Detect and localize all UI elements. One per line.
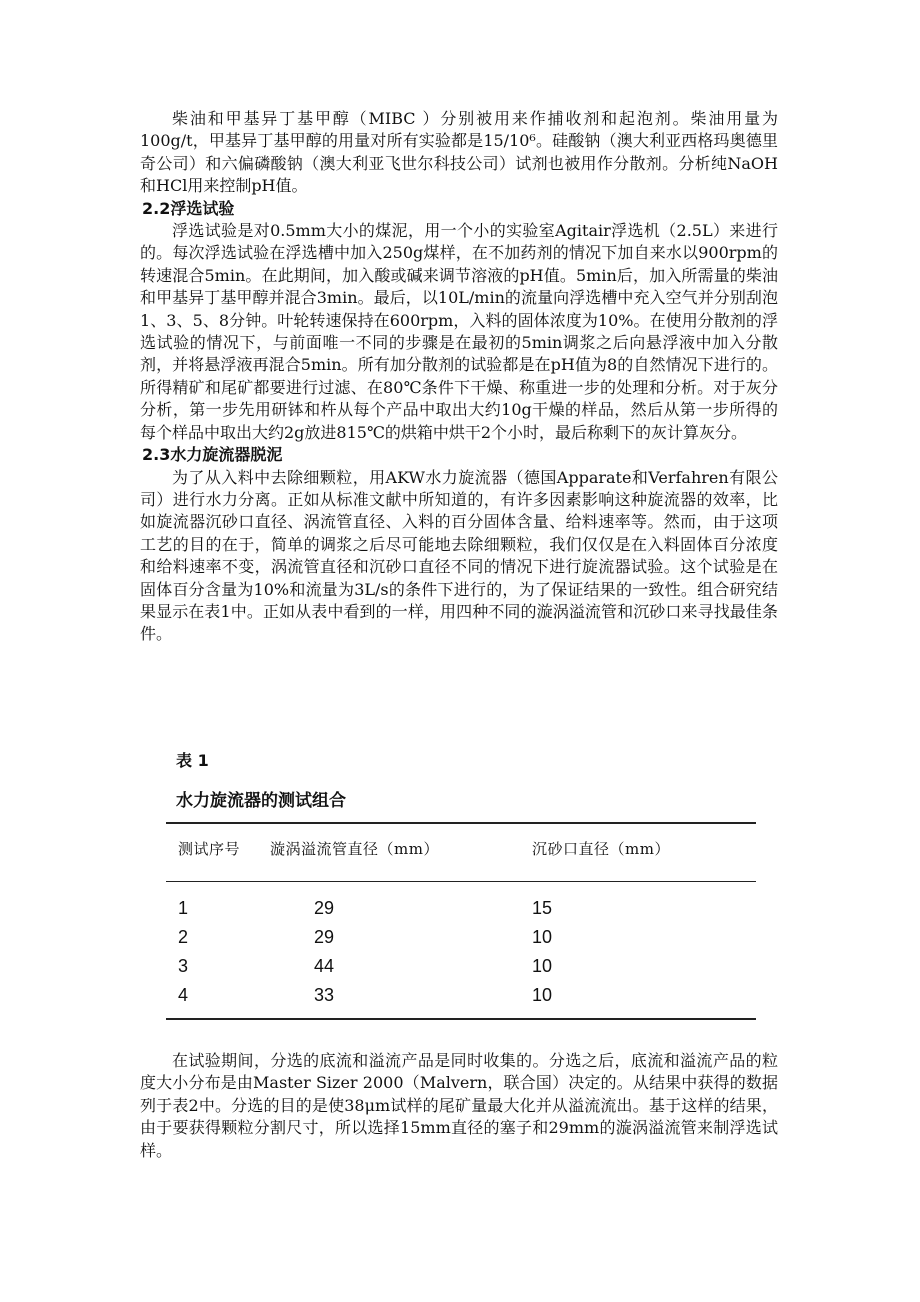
- table-row: [166, 923, 756, 952]
- paragraph-reagents: 柴油和甲基异丁基甲醇（MIBC ）分别被用来作捕收剂和起泡剂。柴油用量为100g/t，甲基异丁基甲醇的用量对所有实验都是15/10⁶。硅酸钠（澳大利亚西格玛奥德里奇公司）和六偏磷酸钠（澳大利亚飞世尔科技公司）试剂也被用作分散剂。分析纯NaOH和HCl用来控制pH值。: [140, 109, 778, 196]
- table-row: [166, 882, 756, 924]
- cell-spigot-diameter: 10: [532, 956, 553, 976]
- cell-spigot-diameter: 10: [532, 985, 553, 1005]
- cell-test-no: 3: [178, 956, 189, 976]
- cell-vortex-diameter: 33: [314, 985, 335, 1005]
- paragraph-flotation-test: 浮选试验是对0.5mm大小的煤泥，用一个小的实验室Agitair浮选机（2.5L）来进行的。每次浮选试验在浮选槽中加入250g煤样，在不加药剂的情况下加自来水以900rpm的转速混合5min。在此期间，加入酸或碱来调节溶液的pH值。5min后，加入所需量的柴油和甲基异丁基甲醇并混合3min。最后，以10L/min的流量向浮选槽中充入空气并分别刮泡1、3、5、8分钟。叶轮转速保持在600rpm，入料的固体浓度为10%。在使用分散剂的浮选试验的情况下，与前面唯一不同的步骤是在最初的5min调浆之后向悬浮液中加入分散剂，并将悬浮液再混合5min。所有加分散剂的试验都是在pH值为8的自然情况下进行的。所得精矿和尾矿都要进行过滤、在80℃条件下干燥、称重进一步的处理和分析。对于灰分分析，第一步先用研钵和杵从每个产品中取出大约10g干燥的样品，然后从第一步所得的每个样品中取出大约2g放进815℃的烘箱中烘干2个小时，最后称剩下的灰计算灰分。: [140, 221, 778, 442]
- cell-vortex-diameter: 44: [314, 956, 335, 976]
- cell-test-no: 1: [178, 898, 189, 918]
- section-heading-flotation-test: 2.2浮选试验: [142, 198, 235, 218]
- cell-vortex-diameter: 29: [314, 927, 335, 947]
- cell-vortex-diameter: 29: [314, 898, 335, 918]
- hydrocyclone-test-table: [166, 822, 756, 1020]
- document-body: [140, 108, 778, 646]
- cell-spigot-diameter: 10: [532, 927, 553, 947]
- table-number: 表 1: [176, 751, 209, 770]
- cell-test-no: 2: [178, 927, 189, 947]
- header-test-no: 测试序号: [178, 840, 241, 858]
- cell-test-no: 4: [178, 985, 189, 1005]
- section-heading-hydrocyclone: 2.3水力旋流器脱泥: [142, 445, 283, 465]
- header-vortex-diameter: 漩涡溢流管直径（mm）: [270, 840, 439, 858]
- cell-spigot-diameter: 15: [532, 898, 553, 918]
- paragraph-hydrocyclone: 为了从入料中去除细颗粒，用AKW水力旋流器（德国Apparate和Verfahren有限公司）进行水力分离。正如从标准文献中所知道的，有许多因素影响这种旋流器的效率，比如旋流器沉砂口直径、涡流管直径、入料的百分固体含量、给料速率等。然而，由于这项工艺的目的在于，简单的调浆之后尽可能地去除细颗粒，我们仅仅是在入料固体百分浓度和给料速率不变，涡流管直径和沉砂口直径不同的情况下进行旋流器试验。这个试验是在固体百分含量为10%和流量为3L/s的条件下进行的，为了保证结果的一致性。组合研究结果显示在表1中。正如从表中看到的一样，用四种不同的漩涡溢流管和沉砂口来寻找最佳条件。: [140, 467, 778, 644]
- header-spigot-diameter: 沉砂口直径（mm）: [532, 840, 670, 858]
- paragraph-size-analysis: 在试验期间，分选的底流和溢流产品是同时收集的。分选之后，底流和溢流产品的粒度大小分布是由Master Sizer 2000（Malvern，联合国）决定的。从结果中获得的数据列于表2中。分选的目的是使38μm试样的尾矿量最大化并从溢流流出。基于这样的结果，由于要获得颗粒分割尺寸，所以选择15mm直径的塞子和29mm的漩涡溢流管来制浮选试样。: [140, 1051, 778, 1160]
- table-header-row: [166, 823, 756, 882]
- document-body-after-table: [140, 1050, 778, 1162]
- table-row: [166, 952, 756, 981]
- table-title: 水力旋流器的测试组合: [176, 791, 346, 811]
- table-row: [166, 981, 756, 1019]
